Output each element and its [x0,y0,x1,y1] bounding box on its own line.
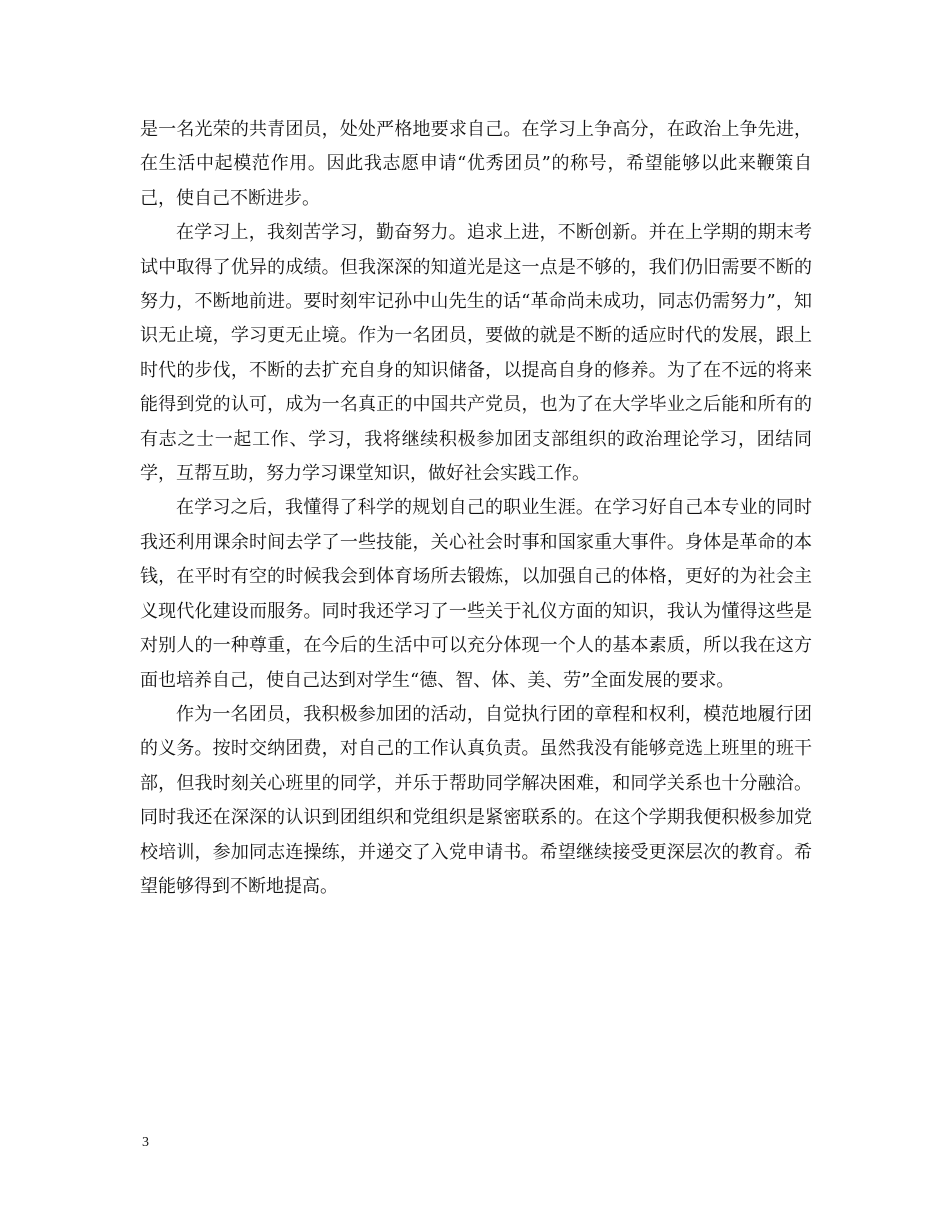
paragraph-career: 在学习之后，我懂得了科学的规划自己的职业生涯。在学习好自己本专业的同时我还利用课余时间去学了一些技能，关心社会时事和国家重大事件。身体是革命的本钱，在平时有空的时候我会到体育场所去锻炼，以加强自己的体格，更好的为社会主义现代化建设而服务。同时我还学习了一些关于礼仪方面的知识，我认为懂得这些是对别人的一种尊重，在今后的生活中可以充分体现一个人的基本素质，所以我在这方面也培养自己，使自己达到对学生“德、智、体、美、劳”全面发展的要求。 [140,497,812,691]
document-body [140,113,812,904]
paragraph-study: 在学习上，我刻苦学习，勤奋努力。追求上进，不断创新。并在上学期的期末考试中取得了优异的成绩。但我深深的知道光是这一点是不够的，我们仍旧需要不断的努力，不断地前进。要时刻牢记孙中山先生的话“革命尚未成功，同志仍需努力”，知识无止境，学习更无止境。作为一名团员，要做的就是不断的适应时代的发展，跟上时代的步伐，不断的去扩充自身的知识储备，以提高自身的修养。为了在不远的将来能得到党的认可，成为一名真正的中国共产党员，也为了在大学毕业之后能和所有的有志之士一起工作、学习，我将继续积极参加团支部组织的政治理论学习，团结同学，互帮互助，努力学习课堂知识，做好社会实践工作。 [140,222,812,485]
page-number: 3 [142,1135,149,1150]
paragraph-league-activities: 作为一名团员，我积极参加团的活动，自觉执行团的章程和权利，模范地履行团的义务。按时交纳团费，对自己的工作认真负责。虽然我没有能够竞选上班里的班干部，但我时刻关心班里的同学，并乐于帮助同学解决困难，和同学关系也十分融洽。同时我还在深深的认识到团组织和党组织是紧密联系的。在这个学期我便积极参加党校培训，参加同志连操练，并递交了入党申请书。希望继续接受更深层次的教育。希望能够得到不断地提高。 [140,703,812,897]
paragraph-continuation: 是一名光荣的共青团员，处处严格地要求自己。在学习上争高分，在政治上争先进，在生活中起模范作用。因此我志愿申请“优秀团员”的称号，希望能够以此来鞭策自己，使自己不断进步。 [140,119,812,209]
